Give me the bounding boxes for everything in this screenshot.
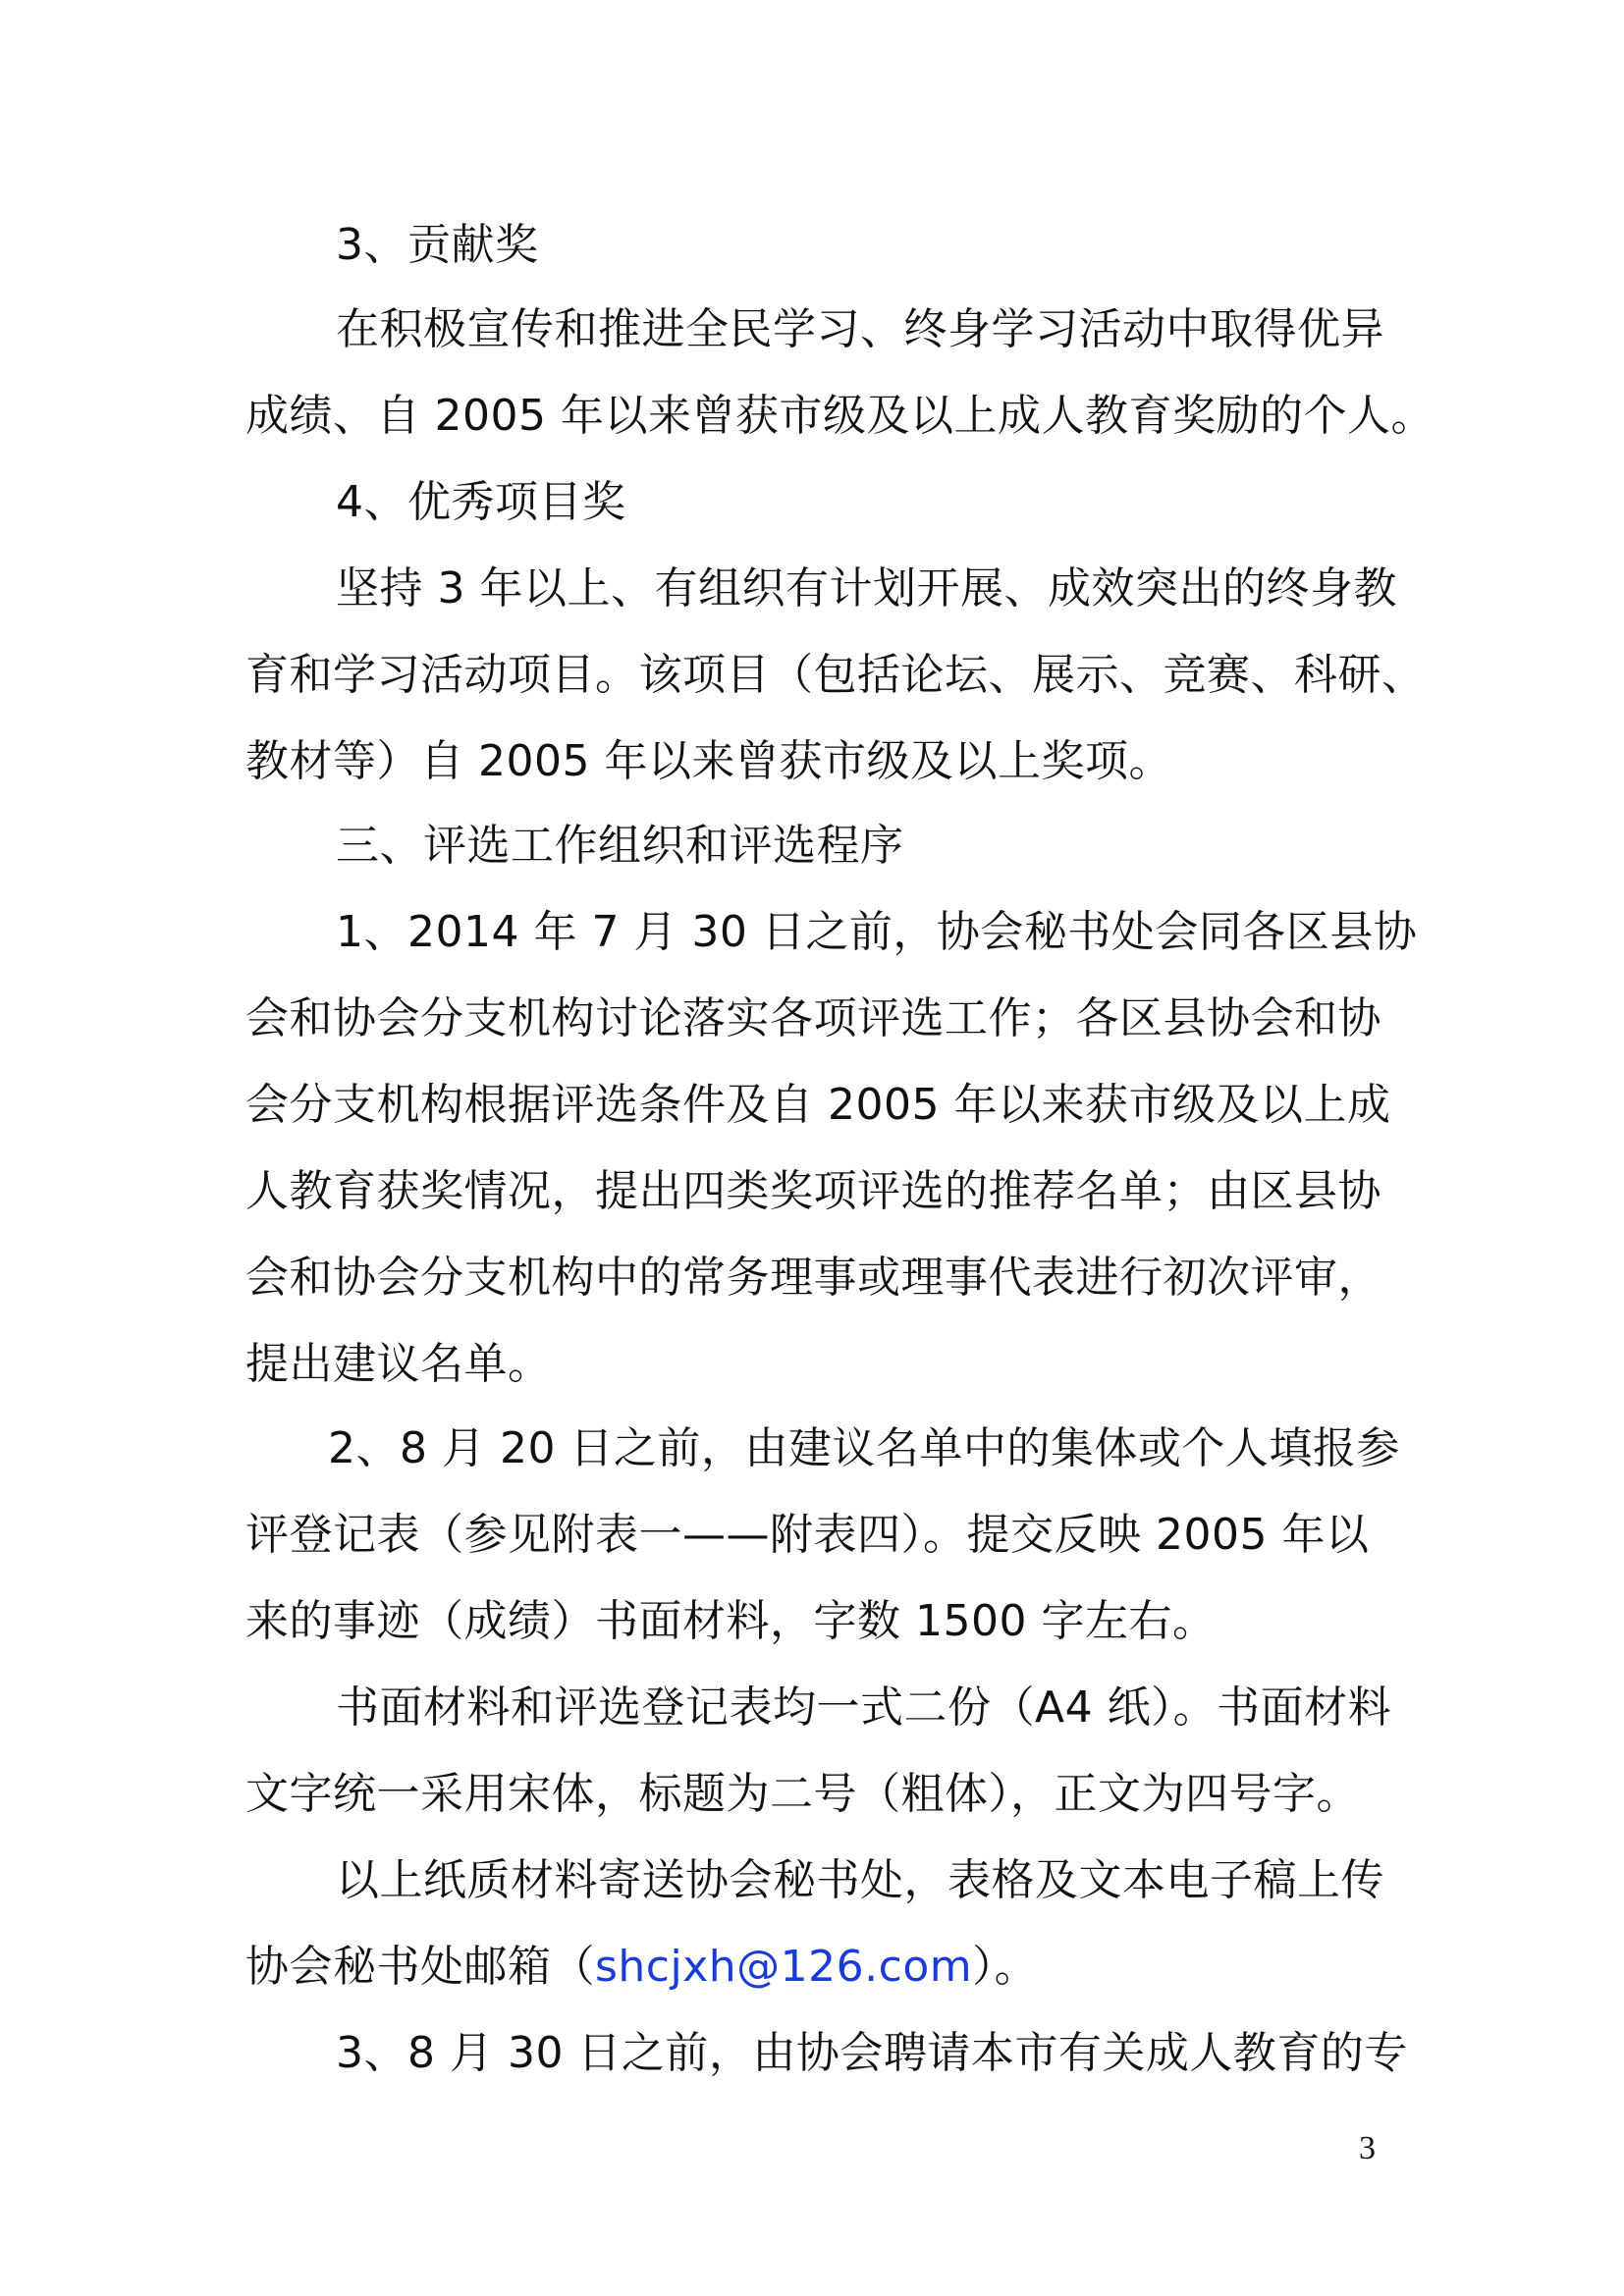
paragraph-line: 会分支机构根据评选条件及自 2005 年以来获市级及以上成 — [245, 1080, 1391, 1130]
heading-excellent-project-award: 4、优秀项目奖 — [336, 477, 626, 527]
paragraph-line: 以上纸质材料寄送协会秘书处，表格及文本电子稿上传 — [336, 1855, 1384, 1905]
paragraph-line: 来的事迹（成绩）书面材料，字数 1500 字左右。 — [245, 1596, 1217, 1646]
paragraph-line: 成绩、自 2005 年以来曾获市级及以上成人教育奖励的个人。 — [245, 391, 1435, 441]
paragraph-line: 1、2014 年 7 月 30 日之前，协会秘书处会同各区县协 — [336, 907, 1418, 957]
email-line — [245, 1940, 1038, 1995]
paragraph-line: 提出建议名单。 — [245, 1339, 552, 1389]
email-line-after: ）。 — [972, 1942, 1039, 1992]
heading-contribution-award: 3、贡献奖 — [336, 220, 539, 270]
paragraph-line: 坚持 3 年以上、有组织有计划开展、成效突出的终身教 — [336, 563, 1397, 614]
paragraph-line: 人教育获奖情况，提出四类奖项评选的推荐名单；由区县协 — [245, 1166, 1381, 1216]
paragraph-line: 2、8 月 20 日之前，由建议名单中的集体或个人填报参 — [328, 1423, 1400, 1473]
email-link[interactable]: shcjxh@126.com — [595, 1942, 973, 1992]
paragraph-line: 3、8 月 30 日之前，由协会聘请本市有关成人教育的专 — [336, 2028, 1408, 2078]
section-heading-3: 三、评选工作组织和评选程序 — [336, 821, 904, 871]
paragraph-line: 会和协会分支机构讨论落实各项评选工作；各区县协会和协 — [245, 993, 1381, 1043]
paragraph-line: 会和协会分支机构中的常务理事或理事代表进行初次评审， — [245, 1253, 1381, 1303]
paragraph-line: 文字统一采用宋体，标题为二号（粗体），正文为四号字。 — [245, 1769, 1360, 1819]
page-number: 3 — [1359, 2130, 1376, 2166]
paragraph-line: 教材等）自 2005 年以来曾获市级及以上奖项。 — [245, 736, 1172, 786]
paragraph-line: 在积极宣传和推进全民学习、终身学习活动中取得优异 — [336, 304, 1384, 354]
email-line-before: 协会秘书处邮箱（ — [245, 1942, 595, 1992]
paragraph-line: 育和学习活动项目。该项目（包括论坛、展示、竞赛、科研、 — [245, 650, 1426, 700]
paragraph-line: 书面材料和评选登记表均一式二份（A4 纸）。书面材料 — [336, 1682, 1392, 1733]
paragraph-line: 评登记表（参见附表一——附表四）。提交反映 2005 年以 — [245, 1510, 1370, 1560]
